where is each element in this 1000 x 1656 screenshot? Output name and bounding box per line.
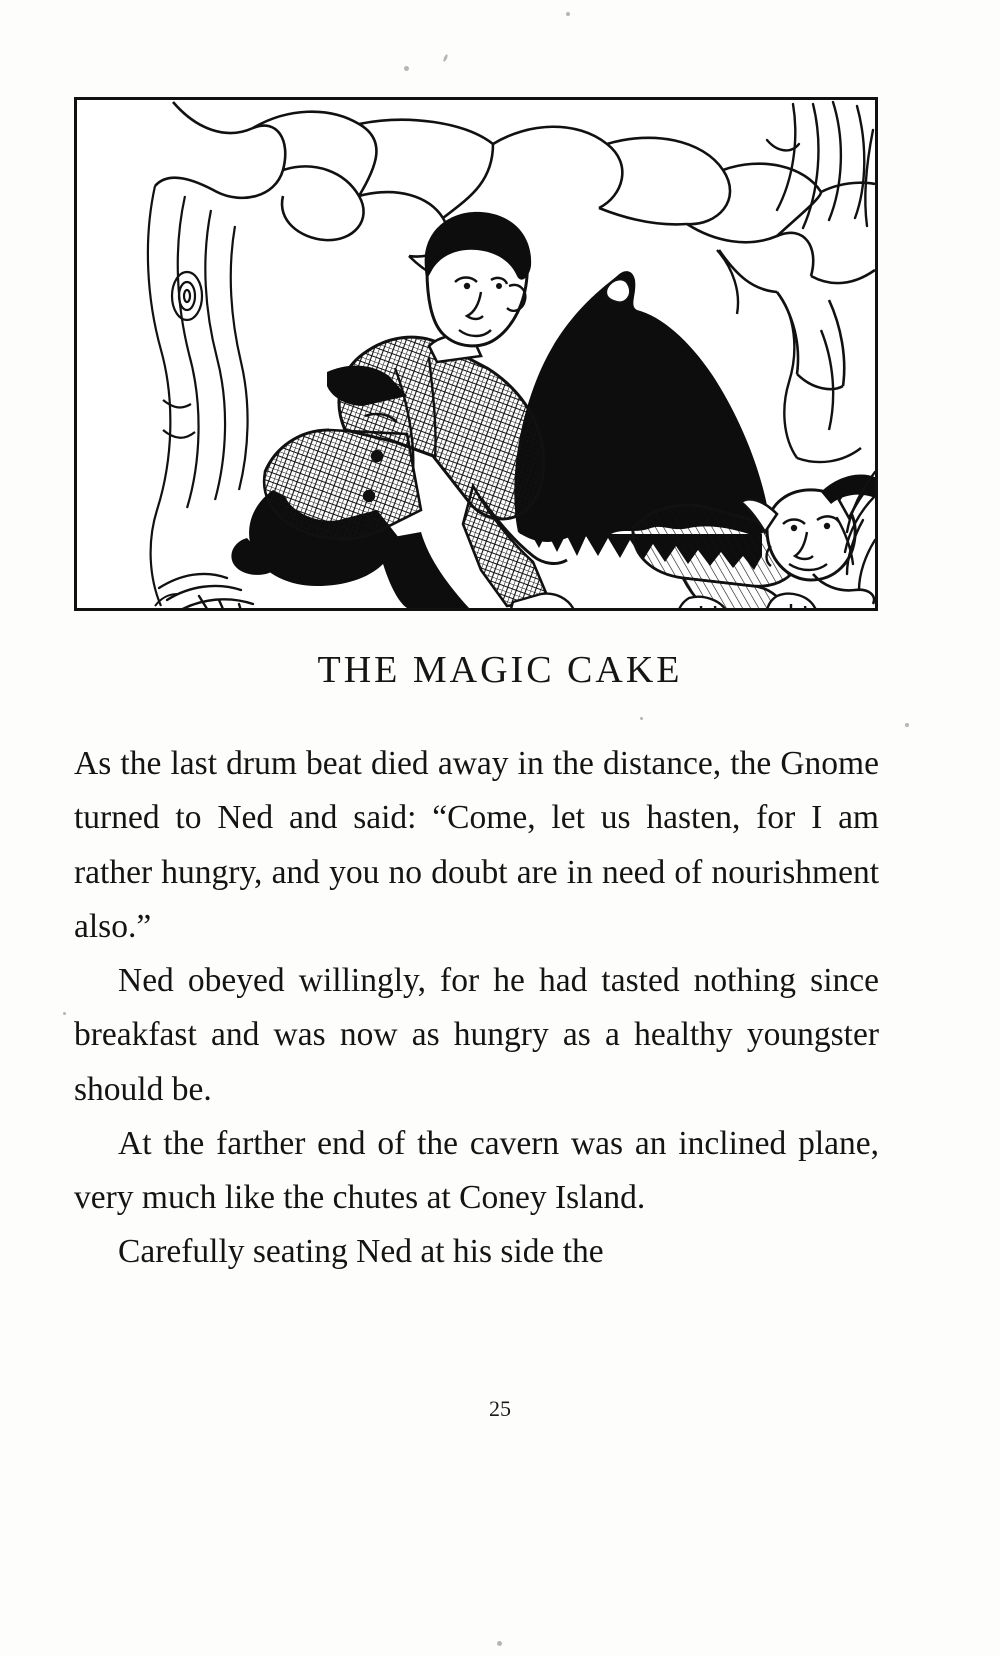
chapter-title: THE MAGIC CAKE	[317, 649, 683, 691]
body-text	[74, 737, 879, 1280]
illustration-boy-and-gnome-in-cavern	[74, 97, 878, 611]
paragraph: Carefully seating Ned at his side the	[118, 1233, 604, 1271]
paper-speck	[63, 1012, 66, 1015]
paragraph: At the farther end of the cavern was an inclined plane, very much like the chutes at Coney Island.	[74, 1124, 879, 1217]
paper-speck	[640, 717, 643, 720]
paper-speck	[404, 66, 409, 71]
paragraph: Ned obeyed willingly, for he had tasted nothing since breakfast and was now as hungry as a healthy youngster should be.	[74, 962, 879, 1108]
paper-speck	[905, 723, 909, 727]
paragraph: As the last drum beat died away in the distance, the Gnome turned to Ned and said: “Come, let us hasten, for I am rather hungry, and you no doubt are in need of nourishment also.”	[74, 745, 879, 945]
illustration-svg	[77, 100, 875, 608]
paper-speck	[566, 12, 570, 16]
page-number: 25	[489, 1396, 511, 1421]
paper-speck	[442, 54, 448, 63]
paper-speck	[497, 1641, 502, 1646]
